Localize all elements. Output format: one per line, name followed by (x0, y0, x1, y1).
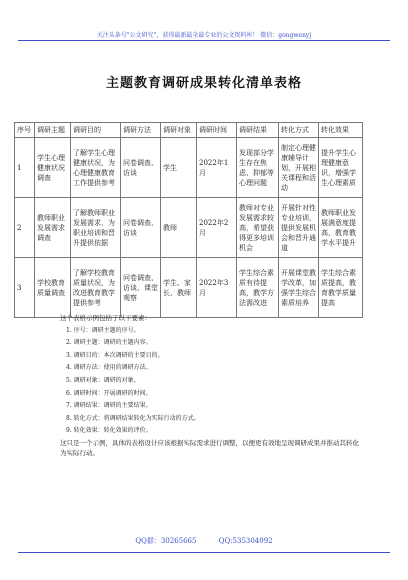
table-cell: 2022年3月 (197, 258, 237, 318)
table-cell: 教师职业发展满意度提高，教育教学水平提升 (319, 198, 363, 258)
table-cell: 1 (15, 138, 35, 198)
table-row (15, 258, 363, 318)
table-cell: 了解学生心理健康状况，为心理健康教育工作提供参考 (71, 138, 121, 198)
table-cell: 问卷调查、访谈 (121, 138, 161, 198)
table-cell: 了解学校教育质量状况，为改进教育教学提供参考 (71, 258, 121, 318)
footer-qq-group: QQ群：30265665 (135, 537, 197, 545)
table-cell: 学生、家长、教师 (161, 258, 197, 318)
list-item: 7. 调研结果：调研的主要结果。 (66, 402, 152, 410)
column-header: 调研对象 (161, 123, 197, 138)
list-item: 1. 序号：调研主题的序号。 (66, 326, 140, 334)
page-title: 主题教育调研成果转化清单表格 (105, 76, 302, 91)
table-cell: 了解教师职业发展需求，为职业培训和晋升提供依据 (71, 198, 121, 258)
table-cell: 开展课堂教学改革，加强学生综合素质培养 (279, 258, 319, 318)
column-header: 转化方式 (279, 123, 319, 138)
table-cell: 学生综合素质提高，教育教学质量提高 (319, 258, 363, 318)
list-item: 3. 调研目的：本次调研的主要目的。 (66, 351, 164, 359)
header-banner: 关注头条号"公文研究"，获得最新最全最专业的公文资料库！ 微信：gongwenyj (96, 32, 312, 39)
notes-lead: 这个表格示例包括了以下要素： (60, 314, 151, 322)
column-header: 转化效果 (319, 123, 363, 138)
footer-qq: QQ:535304092 (218, 537, 273, 545)
column-header: 调研时间 (197, 123, 237, 138)
column-header: 序号 (15, 123, 35, 138)
table-cell: 问卷调查、访谈 (121, 198, 161, 258)
table-cell: 2022年1月 (197, 138, 237, 198)
list-item: 2. 调研主题：调研的主题内容。 (66, 339, 152, 347)
list-item: 4. 调研方法：使用的调研方法。 (66, 364, 152, 372)
table-cell: 学生 (161, 138, 197, 198)
list-item: 9. 转化效果：转化效果的评价。 (66, 427, 152, 435)
table-row (15, 198, 363, 258)
table-cell: 2022年2月 (197, 198, 237, 258)
table-cell: 提升学生心理健康意识，增强学生心理素质 (319, 138, 363, 198)
table-cell: 2 (15, 198, 35, 258)
column-header: 调研目的 (71, 123, 121, 138)
column-header: 调研主题 (35, 123, 71, 138)
table-row (15, 138, 363, 198)
list-item: 6. 调研时间：开展调研的时间。 (66, 389, 152, 397)
column-header: 调研方法 (121, 123, 161, 138)
table-cell: 学生综合素质有待提高，教学方法需改进 (237, 258, 279, 318)
table-cell: 3 (15, 258, 35, 318)
table-header-row (15, 123, 363, 138)
table-cell: 教师 (161, 198, 197, 258)
table-cell: 学生心理健康状况调查 (35, 138, 71, 198)
column-header: 调研结果 (237, 123, 279, 138)
table-cell: 问卷调查、访谈、课堂观察 (121, 258, 161, 318)
table-cell: 教师对专业发展需求较高，希望获得更多培训机会 (237, 198, 279, 258)
table-cell: 发现部分学生存在焦虑、抑郁等心理问题 (237, 138, 279, 198)
notes-section (60, 312, 360, 458)
table-cell: 制定心理健康辅导计划，开展相关课程和活动 (279, 138, 319, 198)
list-item: 5. 调研对象：调研的对象。 (66, 376, 140, 384)
table-cell: 学校教育质量调查 (35, 258, 71, 318)
table-cell: 开展针对性专业培训，提供发展机会和晋升通道 (279, 198, 319, 258)
notes-closing: 这只是一个示例，具体的表格设计应该根据实际需求进行调整，以便更有效地呈现调研成果并推动其转化为实际行动。 (60, 438, 359, 457)
footer-contacts (0, 536, 408, 546)
footer-divider (18, 552, 390, 553)
list-item: 8. 转化方式：将调研结果转化为实际行动的方式。 (66, 414, 200, 422)
table-cell: 教师职业发展需求调查 (35, 198, 71, 258)
results-table (14, 122, 363, 318)
header-divider (18, 40, 390, 41)
